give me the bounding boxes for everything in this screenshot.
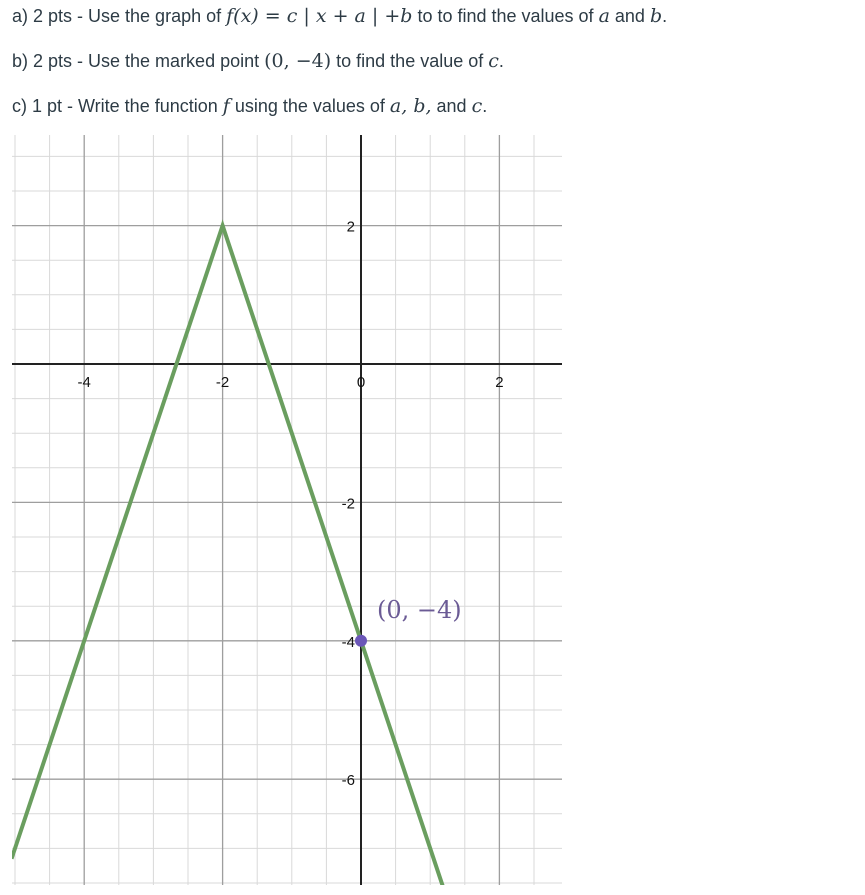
variable-c: c bbox=[488, 50, 499, 72]
tick-labels bbox=[78, 219, 504, 790]
x-tick-label: 2 bbox=[495, 374, 504, 391]
part-c-and: and bbox=[431, 96, 472, 116]
minor-grid bbox=[12, 135, 562, 885]
axes bbox=[12, 135, 562, 885]
y-tick-label: 2 bbox=[346, 218, 355, 236]
part-a-middle: to to find the values of bbox=[412, 6, 599, 26]
part-c-suffix: . bbox=[482, 96, 488, 116]
marked-point bbox=[355, 635, 367, 647]
variable-c: c bbox=[471, 95, 483, 117]
y-tick-label: -6 bbox=[341, 772, 355, 790]
part-c-middle: using the values of bbox=[229, 96, 390, 116]
x-tick-label: -4 bbox=[77, 374, 91, 391]
marked-point-text: (0, −4) bbox=[264, 50, 332, 72]
series-layer bbox=[12, 226, 445, 890]
part-b-middle: to find the value of bbox=[331, 51, 489, 71]
function-line bbox=[12, 226, 445, 890]
point-layer bbox=[355, 596, 462, 647]
part-c-prefix: c) 1 pt - Write the function bbox=[12, 96, 223, 116]
marked-point-label: (0, −4) bbox=[377, 595, 462, 624]
part-b-prefix: b) 2 pts - Use the marked point bbox=[12, 51, 265, 71]
x-tick-label: -2 bbox=[215, 374, 230, 391]
x-tick-label: 0 bbox=[356, 374, 366, 391]
major-grid bbox=[12, 135, 562, 885]
function-expression: f(x) = c | x + a | +b bbox=[226, 5, 413, 27]
y-tick-label: -2 bbox=[341, 495, 355, 513]
part-a-and: and bbox=[609, 6, 650, 26]
part-a-suffix: . bbox=[662, 6, 668, 26]
y-tick-label: -4 bbox=[341, 633, 355, 651]
variable-a: a bbox=[598, 5, 610, 27]
variables-a-b: a, b, bbox=[389, 95, 432, 117]
part-a-prefix: a) 2 pts - Use the graph of bbox=[12, 6, 227, 26]
variable-b: b bbox=[649, 5, 663, 27]
part-b-suffix: . bbox=[498, 51, 504, 71]
function-name: f bbox=[222, 95, 230, 117]
